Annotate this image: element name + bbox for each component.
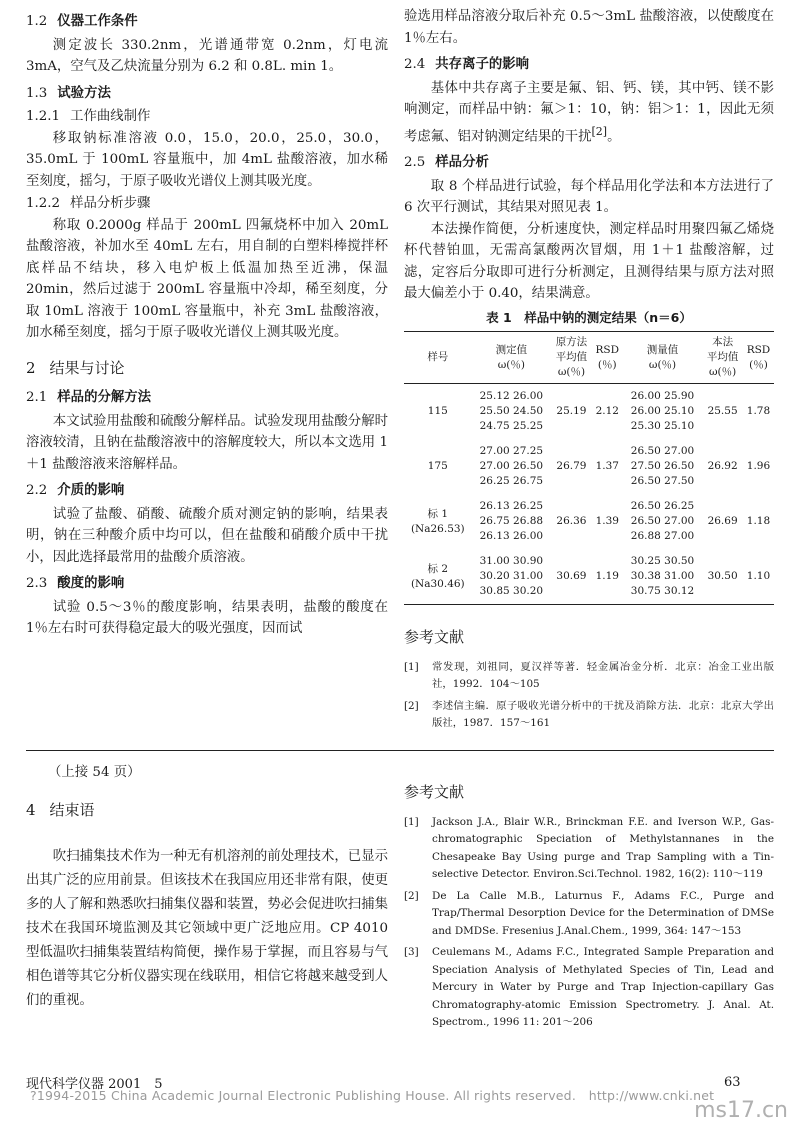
reference-item — [404, 814, 774, 884]
table-cell: 1.10 — [743, 549, 774, 605]
subsection-heading: 1.2.1 工作曲线制作 — [26, 109, 151, 124]
table-cell-line: 25.12 26.00 — [479, 390, 544, 403]
table-cell: 115 — [427, 405, 448, 418]
reference-item — [404, 944, 774, 1032]
table-cell-line: 30.75 30.12 — [630, 585, 695, 598]
section-heading: 2.1 样品的分解方法 — [26, 390, 152, 405]
right-column — [404, 6, 774, 737]
table-header-cell: 本法 平均值 ω(％) — [702, 332, 743, 384]
table-caption: 表 1 样品中钠的测定结果（n＝6） — [486, 309, 692, 325]
bottom-left-column — [26, 762, 388, 1013]
table-cell — [623, 439, 702, 494]
table-cell-line: 25.50 24.50 — [479, 405, 544, 418]
table-header-cell: 原方法 平均值 ω(％) — [551, 332, 592, 384]
reference-text: 李述信主编．原子吸收光谱分析中的干扰及消除方法．北京：北京大学出版社，1987．157～161 — [432, 699, 774, 730]
table-header-cell: RSD (％) — [743, 332, 774, 384]
bottom-right-column — [404, 770, 774, 1036]
table-row — [404, 549, 774, 605]
paragraph: 移取钠标准溶液 0.0，15.0，20.0，25.0，30.0，35.0mL 于 100mL 容量瓶中，加 4mL 盐酸溶液，加水稀至刻度，摇匀，于原子吸收光谱仪上测其吸光度。 — [26, 130, 388, 189]
left-column — [26, 6, 388, 640]
reference-item — [404, 698, 774, 733]
table-cell-line: 25.30 25.10 — [630, 420, 695, 433]
table-cell-line: 30.20 31.00 — [479, 570, 544, 583]
table-cell-line: 24.75 25.25 — [479, 420, 544, 433]
paragraph: 称取 0.2000g 样品于 200mL 四氟烧杯中加入 20mL 盐酸溶液，补加水至 40mL 左右，用自制的白塑料棒搅拌杯底样品不结块，移入电炉板上低温加热至近沸，保温 20min，然后过滤于 200mL 容量瓶中冷却，稀至刻度，分取 10mL 溶液于 100mL 容量瓶中，补充 3mL 盐酸溶液，加水稀至刻度，摇匀于原子吸收光谱仪上测其吸光度。 — [26, 217, 388, 340]
references-list — [404, 659, 774, 733]
table-cell-line: 26.00 25.90 — [630, 390, 695, 403]
table-cell: 2.12 — [595, 405, 619, 418]
table-cell-line: 30.38 31.00 — [630, 570, 695, 583]
table-cell: 标 2 (Na30.46) — [404, 549, 472, 605]
paragraph: 测定波长 330.2nm，光谱通带宽 0.2nm，灯电流 3mA，空气及乙炔流量分别为 6.2 和 0.8L. min 1。 — [26, 37, 388, 74]
section-heading: 2.5 样品分析 — [404, 155, 489, 171]
section-heading: 2.4 共存离子的影响 — [404, 57, 530, 72]
table-cell-line: 26.50 27.00 — [630, 515, 695, 528]
table-cell: 1.96 — [746, 460, 771, 473]
section-heading: 2.2 介质的影响 — [26, 483, 125, 498]
paragraph: 试验 0.5～3％的酸度影响，结果表明，盐酸的酸度在 1％左右时可获得稳定最大的吸光强度，因而试 — [26, 599, 388, 636]
table-header-cell: 测定值 ω(％) — [472, 332, 551, 384]
table-cell: 25.55 — [707, 405, 738, 418]
table-cell-line: 26.25 26.75 — [479, 475, 544, 488]
citation: [2] — [591, 124, 608, 138]
table-cell-line: 26.50 27.50 — [630, 475, 695, 488]
reference-number: [1] — [404, 815, 419, 828]
paragraph: 验选用样品溶液分取后补充 0.5～3mL 盐酸溶液，以使酸度在 1％左右。 — [404, 9, 774, 46]
section-heading: 1.3 试验方法 — [26, 85, 111, 101]
paragraph: 试验了盐酸、硝酸、硫酸介质对测定钠的影响，结果表明，钠在三种酸介质中均可以，但在盐酸和硝酸介质中干扰小，因此选择最常用的盐酸介质溶液。 — [26, 506, 388, 565]
reference-number: [2] — [404, 889, 419, 902]
paragraph: 基体中共存离子主要是氟、铝、钙、镁，其中钙、镁不影响测定，而样品中钠：氟＞1：10，钠：铝＞1：1，因此无须考虑氟、铝对钠测定结果的干扰[2]。 — [404, 80, 774, 144]
table-cell: 26.69 — [707, 515, 738, 528]
table-cell — [472, 439, 551, 494]
table-header-cell: 样号 — [404, 332, 472, 384]
section-divider — [26, 750, 774, 751]
journal-footer: 现代科学仪器 2001 5 — [26, 1077, 163, 1092]
reference-item — [404, 659, 774, 694]
section-heading: 2.3 酸度的影响 — [26, 576, 125, 591]
copyright-notice: ?1994-2015 China Academic Journal Electronic Publishing House. All rights reserved. http://www.cnki.net — [30, 1088, 715, 1103]
table-row — [404, 384, 774, 440]
table-cell: 30.69 — [551, 549, 592, 605]
table-cell-line: 30.85 30.20 — [479, 585, 544, 598]
table-cell — [623, 494, 702, 549]
table-cell-line: 27.50 26.50 — [630, 460, 695, 473]
reference-number: [1] — [404, 660, 419, 673]
table-cell-line: 26.50 27.00 — [630, 445, 695, 458]
table-cell: 标 1 (Na26.53) — [410, 507, 465, 535]
chapter-heading: 2 结果与讨论 — [26, 358, 125, 377]
table-cell — [472, 384, 551, 440]
table-header-cell: RSD (％) — [592, 332, 623, 384]
table-cell-line: 30.25 30.50 — [630, 555, 695, 568]
table-cell: 1.19 — [592, 549, 623, 605]
references-title: 参考文献 — [404, 628, 465, 647]
table-header-row — [404, 332, 774, 384]
table-cell-line: 26.13 26.00 — [479, 530, 544, 543]
table-cell: 26.36 — [556, 515, 587, 528]
table-cell: 25.19 — [556, 405, 587, 418]
results-table — [404, 331, 774, 605]
table-cell: 1.78 — [746, 405, 771, 418]
reference-number: [3] — [404, 946, 419, 958]
reference-text: Jackson J.A., Blair W.R., Brinckman F.E. and Iverson W.P., Gas-chromatographic Speciation of Methylstannanes in the Chesapeake Bay Using purge and Trap Sampling with a Tin-selective Detector. Environ.Sci.Technol. 1982, 16(2): 110～119 — [432, 815, 774, 880]
table-cell: 26.92 — [707, 460, 738, 473]
references-list — [404, 814, 774, 1032]
table-cell — [472, 549, 551, 605]
table-row — [404, 494, 774, 549]
table-cell: 26.79 — [556, 460, 587, 473]
reference-text: De La Calle M.B., Laturnus F., Adams F.C., Purge and Trap/Thermal Desorption Device for the Determination of DMSe and DMDSe. Fresenius J.Anal.Chem., 1999, 364: 147～153 — [432, 889, 774, 937]
reference-text: Ceulemans M., Adams F.C., Integrated Sample Preparation and Speciation Analysis of Methylated Species of Tin, Lead and Mercury in Water by Purge and Trap Injection-capillary Gas Chromatography-atomic Emission Spectrometry. J. Anal. At. Spectrom., 1996 11: 201～206 — [432, 946, 774, 1028]
table-cell: 30.50 — [702, 549, 743, 605]
paragraph: 本文试验用盐酸和硫酸分解样品。试验发现用盐酸分解时溶液较清，且钠在盐酸溶液中的溶解度较大，所以本文选用 1＋1 盐酸溶液来溶解样品。 — [26, 413, 388, 472]
chapter-heading: 4 结束语 — [26, 800, 95, 819]
paragraph: 本法操作简便，分析速度快，测定样品时用聚四氟乙烯烧杯代替铂皿，无需高氯酸两次冒烟，用 1＋1 盐酸溶解，过滤，定容后分取即可进行分析测定，且测得结果与原方法对照最大偏差小于 0.40，结果满意。 — [404, 221, 774, 302]
table-header-cell: 测量值 ω(％) — [623, 332, 702, 384]
table-cell-line: 26.50 26.25 — [630, 500, 695, 513]
reference-item — [404, 888, 774, 941]
section-heading: 1.2 仪器工作条件 — [26, 14, 138, 29]
paragraph: 取 8 个样品进行试验，每个样品用化学法和本方法进行了 6 次平行测试，其结果对照见表 1。 — [404, 178, 774, 216]
table-cell-line: 27.00 27.25 — [479, 445, 544, 458]
reference-text: 常发现，刘祖同，夏汉祥等著．轻金属冶金分析．北京：冶金工业出版社，1992．104～105 — [432, 660, 774, 691]
subsection-heading: 1.2.2 样品分析步骤 — [26, 196, 151, 211]
table-cell: 175 — [427, 460, 448, 473]
table-body — [404, 384, 774, 605]
table-cell — [623, 384, 702, 440]
table-row — [404, 439, 774, 494]
table-cell-line: 26.75 26.88 — [479, 515, 544, 528]
table-cell: 1.39 — [595, 515, 619, 528]
table-cell-line: 31.00 30.90 — [479, 555, 544, 568]
page-number: 63 — [724, 1075, 741, 1090]
table-cell-line: 26.00 25.10 — [630, 405, 695, 418]
table-cell-line: 27.00 26.50 — [479, 460, 544, 473]
table-cell: 1.18 — [746, 515, 771, 528]
table-cell — [623, 549, 702, 605]
table-cell-line: 26.13 26.25 — [479, 500, 544, 513]
continued-note: （上接 54 页） — [48, 765, 141, 780]
watermark: ms17.cn — [694, 1097, 788, 1123]
reference-number: [2] — [404, 699, 419, 712]
paragraph: 吹扫捕集技术作为一种无有机溶剂的前处理技术，已显示出其广泛的应用前景。但该技术在我国应用还非常有限，使更多的人了解和熟悉吹扫捕集仪器和装置，势必会促进吹扫捕集技术在我国环境监测及其它领域中更广泛地应用。CP 4010 型低温吹扫捕集装置结构简便，操作易于掌握，而且容易与气相色谱等其它分析仪器实现在线联用，相信它将越来越受到人们的重视。 — [26, 849, 388, 1008]
references-title: 参考文献 — [404, 783, 465, 801]
table-cell-line: 26.88 27.00 — [630, 530, 695, 543]
table-cell: 1.37 — [595, 460, 619, 473]
table-cell — [472, 494, 551, 549]
